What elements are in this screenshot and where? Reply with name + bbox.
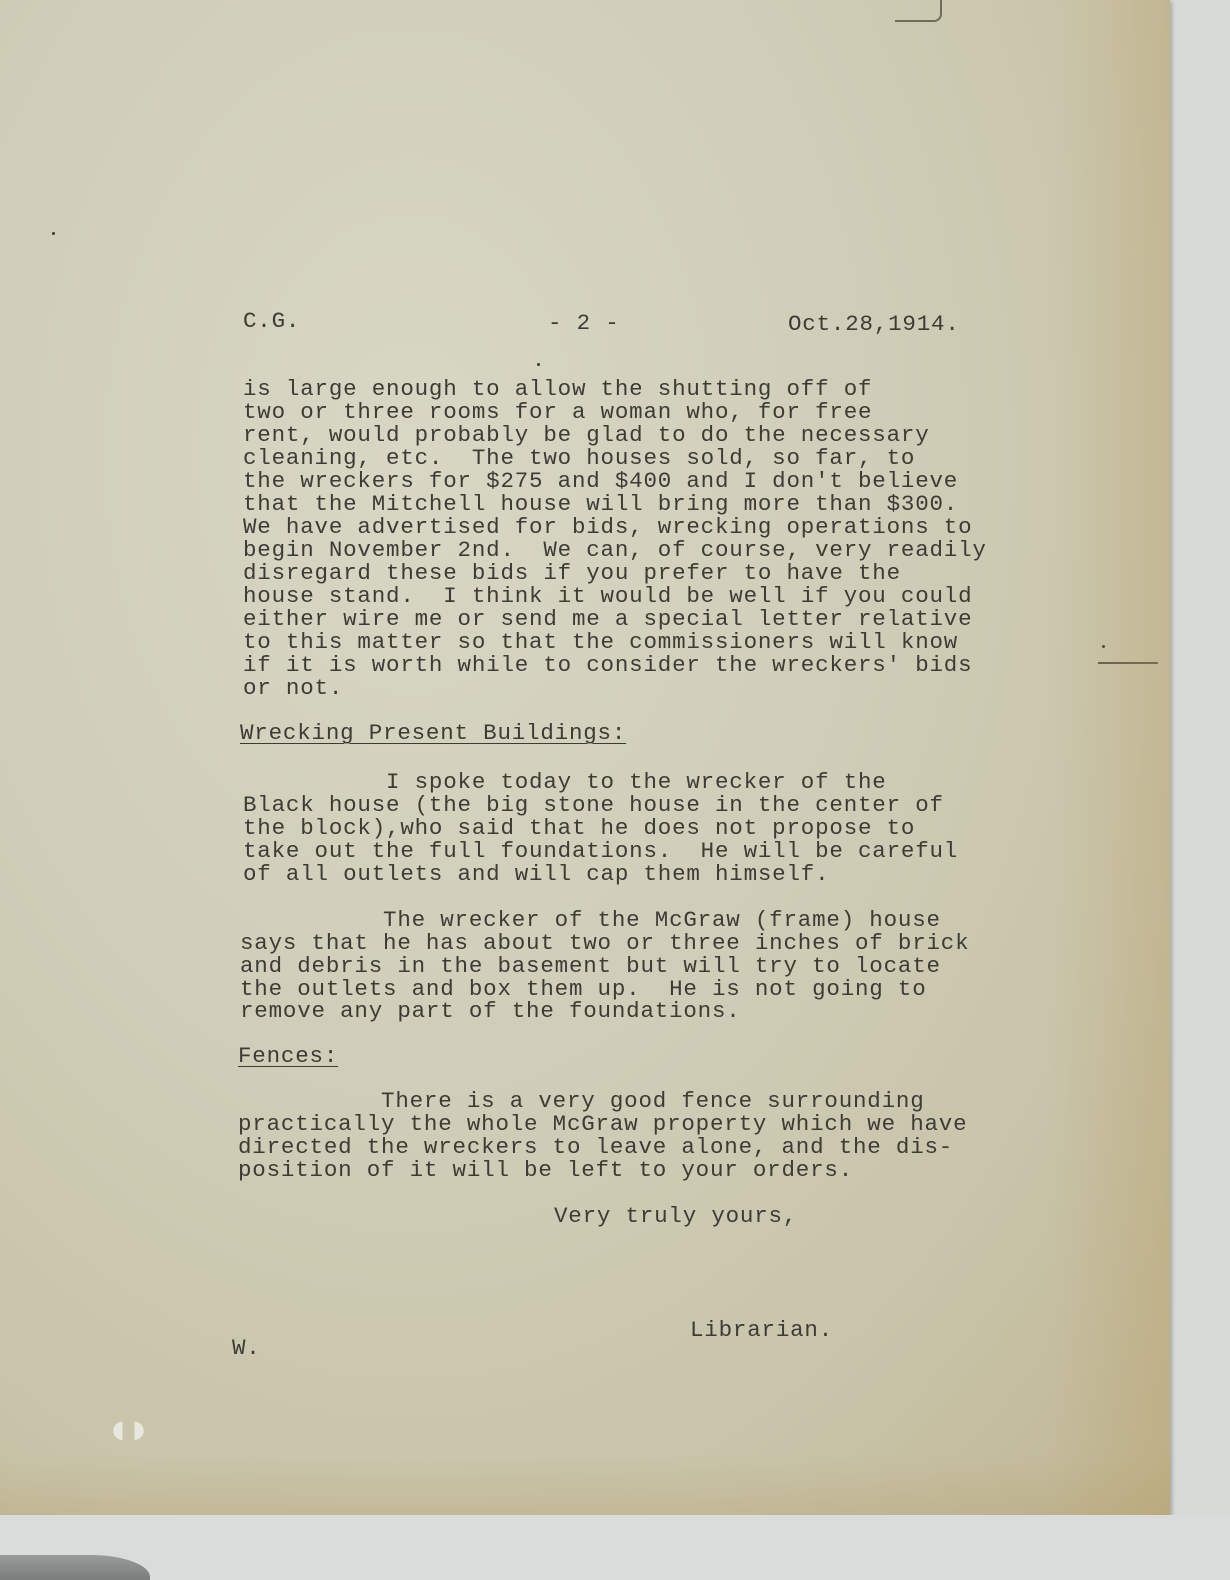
text-line: position of it will be left to your orders. (238, 1157, 853, 1183)
ink-speck (1102, 645, 1105, 648)
scanner-background (0, 1515, 1230, 1580)
closing-salutation: Very truly yours, (554, 1203, 798, 1229)
text-line: house stand. I think it would be well if you could (243, 583, 973, 609)
text-line: the outlets and box them up. He is not going to (240, 976, 927, 1002)
ink-speck (52, 232, 55, 235)
text-line: remove any part of the foundations. (240, 998, 741, 1024)
text-line: is large enough to allow the shutting off of (243, 376, 873, 402)
text-line: and debris in the basement but will try to locate (240, 953, 941, 979)
text-line: of all outlets and will cap them himself. (243, 861, 830, 887)
text-line: I spoke today to the wrecker of the (243, 769, 887, 795)
text-line: practically the whole McGraw property which we have (238, 1111, 968, 1137)
text-line: the block),who said that he does not propose to (243, 815, 916, 841)
text-line: that the Mitchell house will bring more than $300. (243, 491, 959, 517)
page-number: - 2 - (548, 310, 620, 336)
text-line: the wreckers for $275 and $400 and I don't believe (243, 468, 959, 494)
section-heading-fences: Fences: (238, 1043, 339, 1069)
text-line: directed the wreckers to leave alone, and the dis- (238, 1134, 954, 1160)
text-line: We have advertised for bids, wrecking operations to (243, 514, 973, 540)
text-line: either wire me or send me a special letter relative (243, 606, 973, 632)
text-line: There is a very good fence surrounding (238, 1088, 925, 1114)
paper-clip-mark (895, 0, 942, 22)
pencil-mark (1098, 662, 1158, 664)
text-line: if it is worth while to consider the wreckers' bids (243, 652, 973, 678)
ink-speck (537, 363, 540, 366)
text-line: to this matter so that the commissioners will know (243, 629, 959, 655)
text-line: rent, would probably be glad to do the necessary (243, 422, 930, 448)
letter-date: Oct.28,1914. (788, 311, 960, 337)
text-line: begin November 2nd. We can, of course, very readily (243, 537, 987, 563)
text-line: Black house (the big stone house in the center of (243, 792, 944, 818)
signature-title: Librarian. (690, 1317, 834, 1343)
text-line: cleaning, etc. The two houses sold, so far, to (243, 445, 916, 471)
text-line: or not. (243, 675, 344, 701)
text-line: take out the full foundations. He will be careful (243, 838, 959, 864)
staple-hole-marks: ◖ ◗ (112, 1415, 145, 1443)
text-line: says that he has about two or three inches of brick (240, 930, 970, 956)
typist-initial: W. (232, 1335, 261, 1361)
text-line: two or three rooms for a woman who, for free (243, 399, 873, 425)
header-initials: C.G. (243, 308, 301, 334)
section-heading-wrecking: Wrecking Present Buildings: (240, 720, 627, 746)
text-line: The wrecker of the McGraw (frame) house (240, 907, 941, 933)
text-line: disregard these bids if you prefer to have the (243, 560, 901, 586)
